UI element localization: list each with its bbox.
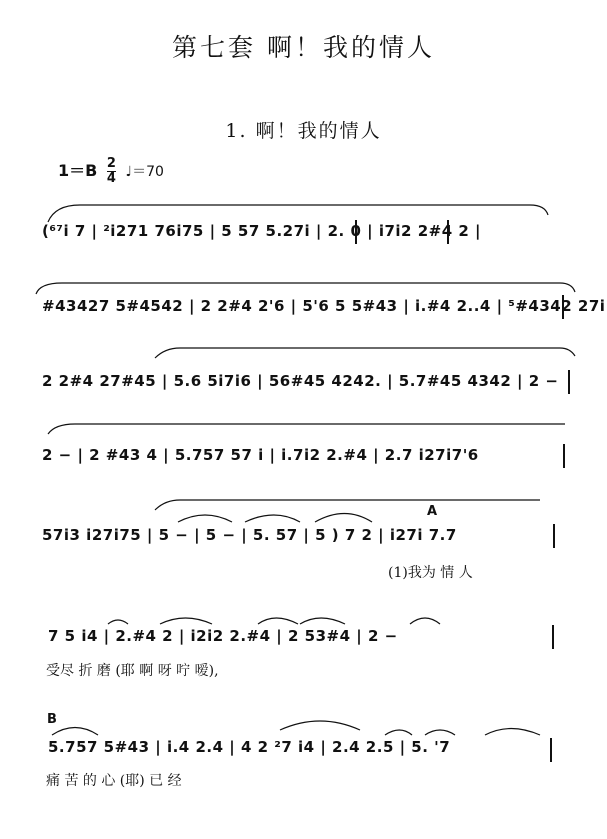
lyric-line-1: (1)我为 情 人 <box>388 565 473 581</box>
notation-row-2: #43427 5#4542 | 2 2#4 2'6 | 5'6 5 5#43 | i.#4 2..4 | ⁵#4342 27i <box>42 297 606 315</box>
notation-row-1: (⁶⁷i 7 | ²i271 76i75 | 5 57 5.27i | 2. 0 | i7i2 2#4 2 | <box>42 222 482 240</box>
notation-row-7: 5.757 5#43 | i.4 2.4 | 4 2 ²7 i4 | 2.4 2.5 | 5. '7 <box>48 738 451 756</box>
notation-row-3: 2 2#4 27#45 | 5.6 5i7i6 | 56#45 4242. | 5.7#45 4342 | 2 − <box>42 372 559 390</box>
slur <box>385 730 412 735</box>
notation-row-5: 57i3 i27i75 | 5 − | 5 − | 5. 57 | 5 ) 7 2 | i27i 7.7 <box>42 526 457 544</box>
slur <box>315 514 372 523</box>
page-title: 第七套 啊！我的情人 <box>172 33 435 62</box>
section-mark-a: A <box>427 504 438 519</box>
tempo-marking: ♩＝70 <box>125 164 164 180</box>
slur <box>160 618 212 624</box>
time-sig-top: 2 <box>106 156 116 171</box>
slur <box>155 500 540 510</box>
slur <box>48 424 565 434</box>
slur <box>245 515 300 522</box>
key-label: 1＝B <box>58 161 98 180</box>
time-sig-bottom: 4 <box>106 171 116 186</box>
barline <box>552 625 554 649</box>
slur <box>258 618 298 624</box>
slur <box>52 728 98 736</box>
slur <box>48 205 548 222</box>
slur <box>280 721 360 730</box>
slur <box>178 515 232 522</box>
slur <box>155 348 575 358</box>
barline <box>550 738 552 762</box>
slur <box>300 618 345 624</box>
slur <box>410 618 440 624</box>
barline <box>563 444 565 468</box>
slur <box>108 620 128 624</box>
notation-row-6: 7 5 i4 | 2.#4 2 | i2i2 2.#4 | 2 53#4 | 2 − <box>48 627 398 645</box>
song-title: 1. 啊！我的情人 <box>225 120 382 142</box>
section-mark-b: B <box>47 712 57 727</box>
barline <box>553 524 555 548</box>
slur <box>485 729 540 736</box>
notation-row-4: 2 − | 2 #43 4 | 5.757 57 i | i.7i2 2.#4 | 2.7 i27i7'6 <box>42 446 479 464</box>
lyric-line-3: 痛 苦 的 心 (耶) 已 经 <box>46 773 182 789</box>
lyric-line-2: 受尽 折 磨 (耶 啊 呀 咛 嗳), <box>46 663 219 679</box>
slur <box>425 730 455 735</box>
slur <box>36 283 575 294</box>
barline <box>568 370 570 394</box>
